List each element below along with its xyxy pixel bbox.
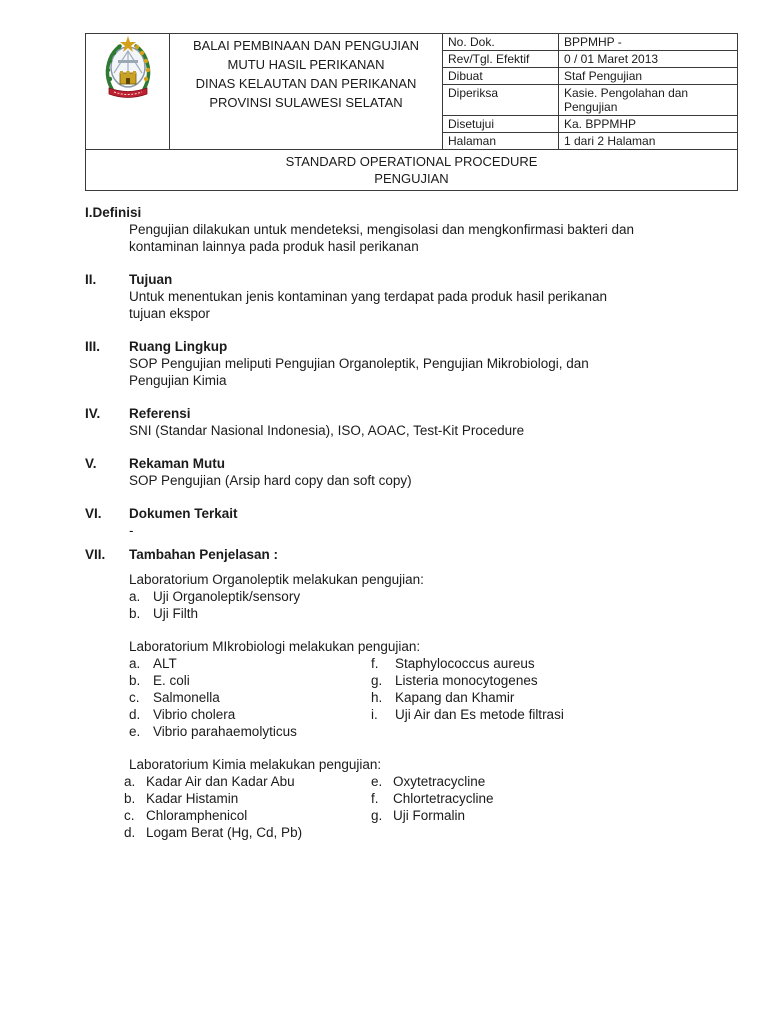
header-table	[85, 33, 738, 191]
section-title: Tujuan	[129, 272, 173, 287]
item-letter: a.	[129, 589, 141, 604]
item-text: Vibrio parahaemolyticus	[153, 724, 297, 739]
document-body	[85, 204, 707, 841]
item-letter: f.	[371, 656, 379, 671]
item-text: Vibrio cholera	[153, 707, 236, 722]
list-item	[371, 672, 707, 689]
section-number: III.	[85, 339, 101, 354]
item-letter: d.	[129, 707, 141, 722]
section-title: Definisi	[92, 205, 142, 220]
section-title: Tambahan Penjelasan :	[129, 547, 279, 562]
meta-label-diperiksa: Diperiksa	[443, 85, 559, 116]
document-title-line2: PENGUJIAN	[374, 171, 449, 186]
section-title: Rekaman Mutu	[129, 456, 226, 471]
two-column-list	[124, 773, 707, 841]
list-item	[124, 790, 371, 807]
item-letter: b.	[129, 673, 141, 688]
item-text: Chloramphenicol	[146, 808, 248, 823]
section-number: VI.	[85, 506, 102, 521]
meta-value-no-dok: BPPMHP -	[559, 34, 738, 51]
item-text: E. coli	[153, 673, 190, 688]
org-line: BALAI PEMBINAAN DAN PENGUJIAN	[192, 38, 420, 53]
list-column-left	[129, 655, 371, 740]
lab-intro: Laboratorium MIkrobiologi melakukan pengujian:	[129, 639, 421, 654]
item-text: Oxytetracycline	[393, 774, 486, 789]
logo-cell	[86, 34, 170, 150]
item-letter: i.	[371, 707, 378, 722]
lab-kimia-block	[124, 756, 707, 841]
section-title: Referensi	[129, 406, 191, 421]
item-letter: g.	[371, 808, 383, 823]
section-definisi	[85, 204, 707, 255]
list-item	[129, 672, 371, 689]
item-letter: a.	[124, 774, 136, 789]
item-letter: d.	[124, 825, 136, 840]
list-item	[371, 790, 707, 807]
item-text: Logam Berat (Hg, Cd, Pb)	[146, 825, 303, 840]
org-line: DINAS KELAUTAN DAN PERIKANAN	[195, 76, 417, 91]
section-text: -	[129, 523, 134, 538]
item-letter: b.	[124, 791, 136, 806]
item-text: Uji Organoleptik/sensory	[153, 589, 301, 604]
organization-name	[170, 34, 443, 150]
item-text: Listeria monocytogenes	[395, 673, 538, 688]
lab-organoleptik-block	[129, 571, 707, 622]
list-item	[129, 689, 371, 706]
list-item	[129, 655, 371, 672]
section-title: Ruang Lingkup	[129, 339, 228, 354]
document-title-line1: STANDARD OPERATIONAL PROCEDURE	[285, 154, 538, 169]
item-text: Uji Filth	[153, 606, 199, 621]
section-ruang-lingkup	[85, 338, 707, 389]
section-number: II.	[85, 272, 97, 287]
meta-label-rev: Rev/Tgl. Efektif	[443, 51, 559, 68]
section-text: SNI (Standar Nasional Indonesia), ISO, AOAC, Test-Kit Procedure	[129, 423, 525, 438]
item-text: Chlortetracycline	[393, 791, 494, 806]
section-referensi	[85, 405, 707, 439]
section-rekaman-mutu	[85, 455, 707, 489]
item-text: Kapang dan Khamir	[395, 690, 515, 705]
list-item	[124, 773, 371, 790]
item-letter: a.	[129, 656, 141, 671]
item-text: Kadar Histamin	[146, 791, 239, 806]
meta-label-disetujui: Disetujui	[443, 116, 559, 133]
section-number: V.	[85, 456, 97, 471]
lab-intro: Laboratorium Organoleptik melakukan pengujian:	[129, 572, 424, 587]
item-text: Uji Formalin	[393, 808, 466, 823]
section-number: IV.	[85, 406, 101, 421]
section-text: Pengujian dilakukan untuk mendeteksi, mengisolasi dan mengkonfirmasi bakteri dan kontaminan lainnya pada produk hasil perikanan	[129, 222, 635, 254]
lab-intro: Laboratorium Kimia melakukan pengujian:	[129, 757, 382, 772]
item-text: Staphylococcus aureus	[395, 656, 535, 671]
list-item	[371, 689, 707, 706]
item-text: ALT	[153, 656, 177, 671]
item-text: Salmonella	[153, 690, 220, 705]
meta-label-dibuat: Dibuat	[443, 68, 559, 85]
list-column-right	[371, 655, 707, 740]
org-line: MUTU HASIL PERIKANAN	[227, 57, 385, 72]
two-column-list	[129, 655, 707, 740]
section-text: SOP Pengujian (Arsip hard copy dan soft copy)	[129, 473, 412, 488]
item-letter: h.	[371, 690, 383, 705]
list-item	[124, 824, 371, 841]
section-number: I.	[85, 205, 93, 220]
section-title: Dokumen Terkait	[129, 506, 238, 521]
sulawesi-selatan-emblem-icon	[102, 90, 154, 107]
list-item	[129, 706, 371, 723]
list-column-left	[124, 773, 371, 841]
list-column-right	[371, 773, 707, 841]
list-item	[371, 706, 707, 723]
meta-value-dibuat: Staf Pengujian	[559, 68, 738, 85]
document-title	[86, 150, 738, 191]
item-letter: c.	[129, 690, 140, 705]
list-item	[371, 655, 707, 672]
list-item	[129, 605, 707, 622]
section-text: SOP Pengujian meliputi Pengujian Organoleptik, Pengujian Mikrobiologi, dan Pengujian Kimia	[129, 356, 589, 388]
section-dokumen-terkait	[85, 505, 707, 539]
meta-label-halaman: Halaman	[443, 133, 559, 150]
item-letter: b.	[129, 606, 141, 621]
item-letter: f.	[371, 791, 379, 806]
item-letter: c.	[124, 808, 135, 823]
list-item	[129, 588, 707, 605]
list-item	[129, 723, 371, 740]
list-item	[371, 773, 707, 790]
meta-value-halaman: 1 dari 2 Halaman	[559, 133, 738, 150]
meta-value-diperiksa: Kasie. Pengolahan dan Pengujian	[559, 85, 738, 116]
section-tujuan	[85, 271, 707, 322]
section-heading	[85, 204, 707, 221]
section-tambahan-penjelasan	[85, 546, 707, 841]
item-letter: g.	[371, 673, 383, 688]
item-text: Kadar Air dan Kadar Abu	[146, 774, 295, 789]
org-line: PROVINSI SULAWESI SELATAN	[209, 95, 403, 110]
item-letter: e.	[129, 724, 141, 739]
meta-label-no-dok: No. Dok.	[443, 34, 559, 51]
item-letter: e.	[371, 774, 383, 789]
section-text: Untuk menentukan jenis kontaminan yang terdapat pada produk hasil perikanan tujuan ekspor	[129, 289, 608, 321]
list-item	[124, 807, 371, 824]
lab-mikrobiologi-block	[129, 638, 707, 740]
item-text: Uji Air dan Es metode filtrasi	[395, 707, 564, 722]
section-number: VII.	[85, 547, 106, 562]
meta-value-disetujui: Ka. BPPMHP	[559, 116, 738, 133]
list-item	[371, 807, 707, 824]
meta-value-rev: 0 / 01 Maret 2013	[559, 51, 738, 68]
